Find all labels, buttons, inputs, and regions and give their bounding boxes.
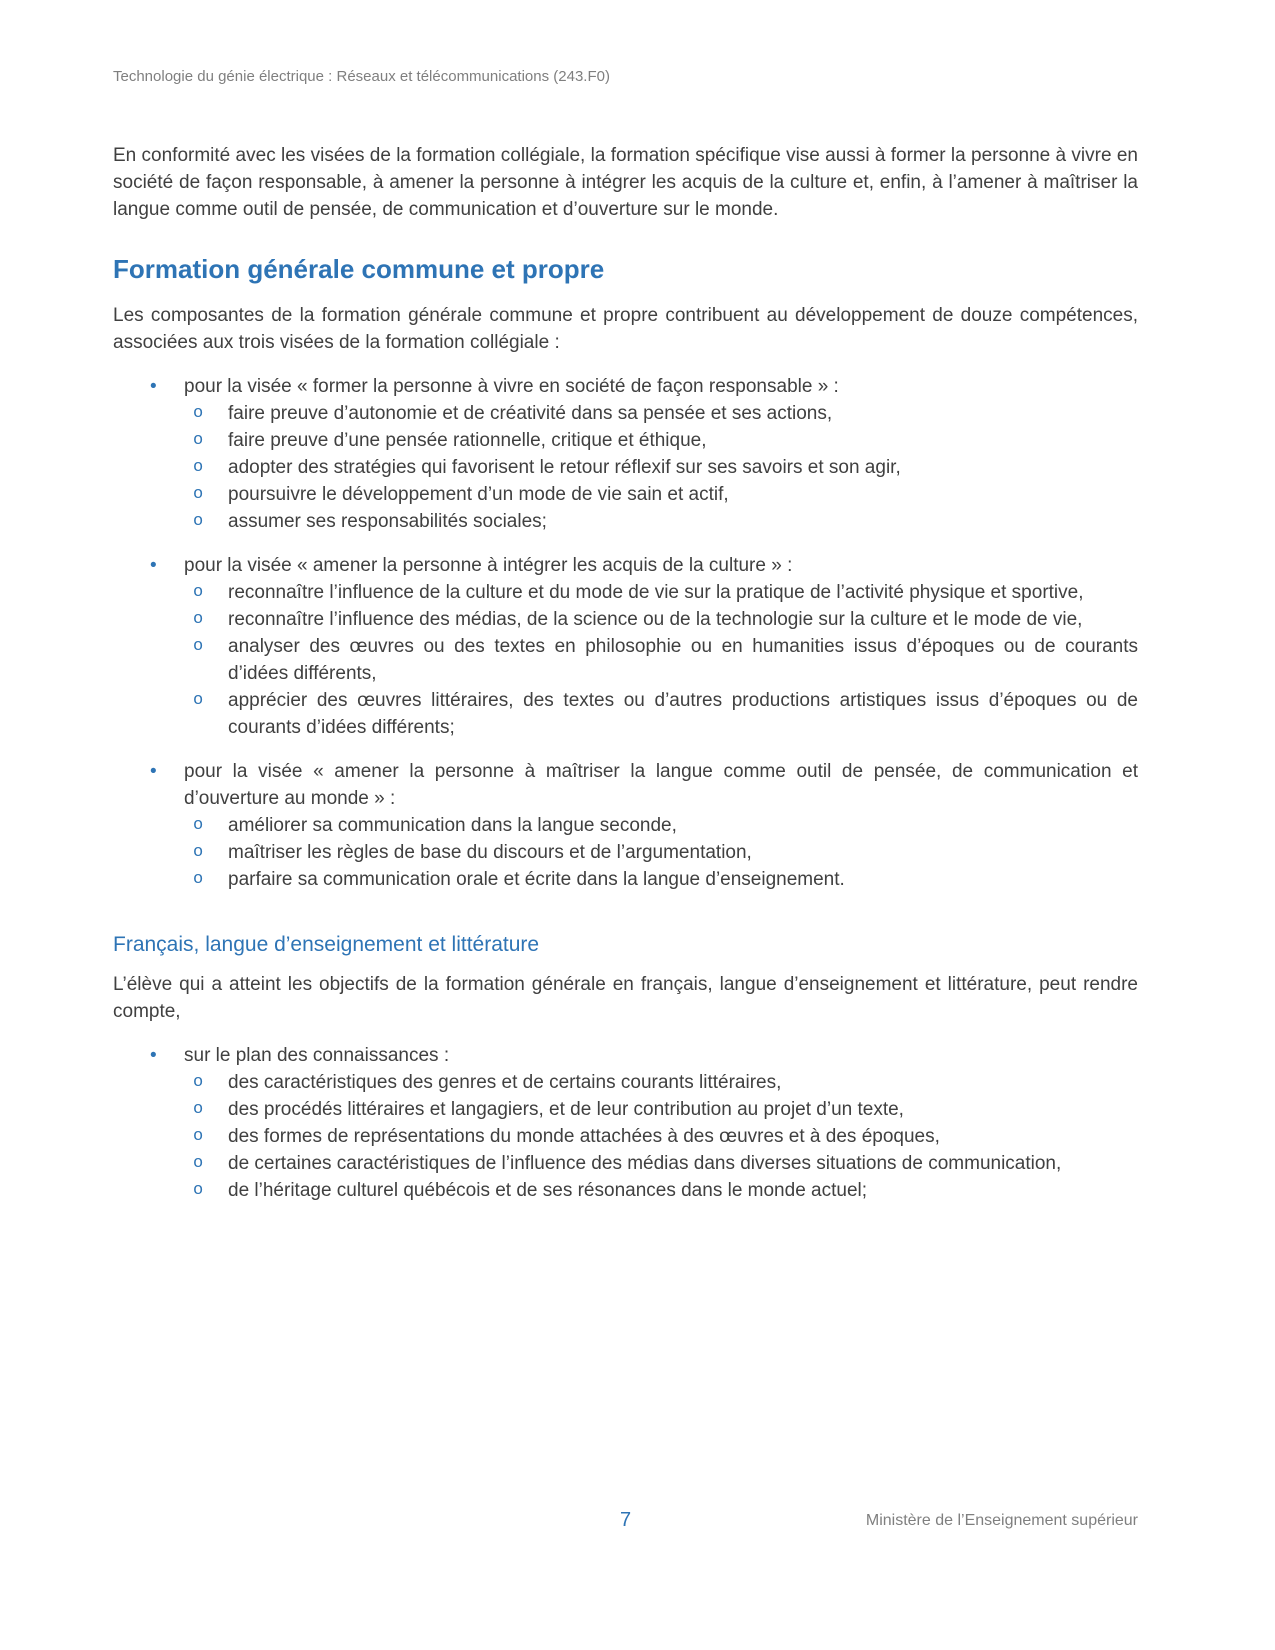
- bullet-text: pour la visée « former la personne à vivre en société de façon responsable » :: [184, 376, 839, 397]
- sub-bullet-item: [113, 1123, 1138, 1150]
- intro-paragraph: En conformité avec les visées de la formation collégiale, la formation spécifique vise aussi à former la personne à vivre en société de façon responsable, à amener la personne à intégrer les acquis de la culture et, enfin, à l’amener à maîtriser la langue comme outil de pensée, de communication et d’ouverture sur le monde.: [113, 145, 1138, 220]
- bullet-icon: •: [150, 1045, 157, 1066]
- sub-bullet-item: [113, 839, 1138, 866]
- bullet-text: pour la visée « amener la personne à maîtriser la langue comme outil de pensée, de communication et d’ouverture au monde » :: [184, 761, 1138, 809]
- bullet-list: [113, 758, 1138, 893]
- circle-bullet-icon: o: [193, 816, 204, 835]
- bullet-item: [113, 758, 1138, 812]
- sub-bullet-item: [113, 633, 1138, 687]
- sub-bullet-text: assumer ses responsabilités sociales;: [228, 511, 547, 532]
- circle-bullet-icon: o: [193, 843, 204, 862]
- sub-bullet-item: [113, 606, 1138, 633]
- sub-bullet-item: [113, 1150, 1138, 1177]
- circle-bullet-icon: o: [193, 1100, 204, 1119]
- sub-bullet-text: des caractéristiques des genres et de certains courants littéraires,: [228, 1072, 782, 1093]
- sub-bullet-item: [113, 427, 1138, 454]
- sub-bullet-text: parfaire sa communication orale et écrite dans la langue d’enseignement.: [228, 869, 845, 890]
- circle-bullet-icon: o: [193, 458, 204, 477]
- bullet-icon: •: [150, 761, 157, 782]
- sub-bullet-text: analyser des œuvres ou des textes en philosophie ou en humanities issus d’époques ou de courants d’idées différents,: [228, 636, 1138, 684]
- bullet-list: [113, 1042, 1138, 1204]
- circle-bullet-icon: o: [193, 637, 204, 656]
- sub-bullet-item: [113, 1069, 1138, 1096]
- section-heading: Formation générale commune et propre: [113, 254, 605, 284]
- sub-bullet-item: [113, 481, 1138, 508]
- sub-bullet-text: adopter des stratégies qui favorisent le retour réflexif sur ses savoirs et son agir,: [228, 457, 901, 478]
- subsection-heading: Français, langue d’enseignement et littérature: [113, 933, 540, 956]
- sub-bullet-text: reconnaître l’influence de la culture et du mode de vie sur la pratique de l’activité physique et sportive,: [228, 582, 1084, 603]
- sub-bullet-item: [113, 866, 1138, 893]
- circle-bullet-icon: o: [193, 512, 204, 531]
- bullet-item: [113, 373, 1138, 400]
- bullet-list: [113, 552, 1138, 741]
- bullet-item: [113, 1042, 1138, 1069]
- sub-bullet-text: faire preuve d’autonomie et de créativité dans sa pensée et ses actions,: [228, 403, 833, 424]
- sub-bullet-text: des formes de représentations du monde attachées à des œuvres et à des époques,: [228, 1126, 940, 1147]
- page-number: 7: [619, 1509, 632, 1531]
- bullet-list: [113, 373, 1138, 535]
- running-header: Technologie du génie électrique : Réseaux et télécommunications (243.F0): [113, 68, 610, 85]
- sub-bullet-text: poursuivre le développement d’un mode de vie sain et actif,: [228, 484, 729, 505]
- sub-bullet-text: de l’héritage culturel québécois et de ses résonances dans le monde actuel;: [228, 1180, 868, 1201]
- circle-bullet-icon: o: [193, 1127, 204, 1146]
- page-footer: [113, 1507, 1138, 1534]
- sub-bullet-text: reconnaître l’influence des médias, de la science ou de la technologie sur la culture et le mode de vie,: [228, 609, 1083, 630]
- sub-bullet-item: [113, 687, 1138, 741]
- subsection-lead: L’élève qui a atteint les objectifs de la formation générale en français, langue d’enseignement et littérature, peut rendre compte,: [113, 974, 1138, 1022]
- sub-bullet-text: apprécier des œuvres littéraires, des textes ou d’autres productions artistiques issus d’époques ou de courants d’idées différents;: [228, 690, 1138, 738]
- sub-bullet-item: [113, 1096, 1138, 1123]
- ministry-label: Ministère de l’Enseignement supérieur: [865, 1512, 1138, 1529]
- sub-bullet-text: faire preuve d’une pensée rationnelle, critique et éthique,: [228, 430, 707, 451]
- bullet-icon: •: [150, 376, 157, 397]
- circle-bullet-icon: o: [193, 485, 204, 504]
- sub-bullet-text: améliorer sa communication dans la langue seconde,: [228, 815, 677, 836]
- circle-bullet-icon: o: [193, 1154, 204, 1173]
- circle-bullet-icon: o: [193, 870, 204, 889]
- circle-bullet-icon: o: [193, 1073, 204, 1092]
- circle-bullet-icon: o: [193, 431, 204, 450]
- sub-bullet-text: maîtriser les règles de base du discours et de l’argumentation,: [228, 842, 752, 863]
- circle-bullet-icon: o: [193, 404, 204, 423]
- circle-bullet-icon: o: [193, 583, 204, 602]
- sub-bullet-text: des procédés littéraires et langagiers, et de leur contribution au projet d’un texte,: [228, 1099, 904, 1120]
- sub-bullet-item: [113, 508, 1138, 535]
- sub-bullet-text: de certaines caractéristiques de l’influence des médias dans diverses situations de communication,: [228, 1153, 1062, 1174]
- bullet-icon: •: [150, 555, 157, 576]
- section-lead: Les composantes de la formation générale commune et propre contribuent au développement de douze compétences, associées aux trois visées de la formation collégiale :: [113, 305, 1138, 353]
- bullet-item: [113, 552, 1138, 579]
- sub-bullet-item: [113, 400, 1138, 427]
- sub-bullet-item: [113, 454, 1138, 481]
- circle-bullet-icon: o: [193, 610, 204, 629]
- circle-bullet-icon: o: [193, 1181, 204, 1200]
- bullet-text: pour la visée « amener la personne à intégrer les acquis de la culture » :: [184, 555, 793, 576]
- sub-bullet-item: [113, 1177, 1138, 1204]
- sub-bullet-item: [113, 812, 1138, 839]
- bullet-text: sur le plan des connaissances :: [184, 1045, 450, 1066]
- page-content: [113, 142, 1138, 1204]
- sub-bullet-item: [113, 579, 1138, 606]
- circle-bullet-icon: o: [193, 691, 204, 710]
